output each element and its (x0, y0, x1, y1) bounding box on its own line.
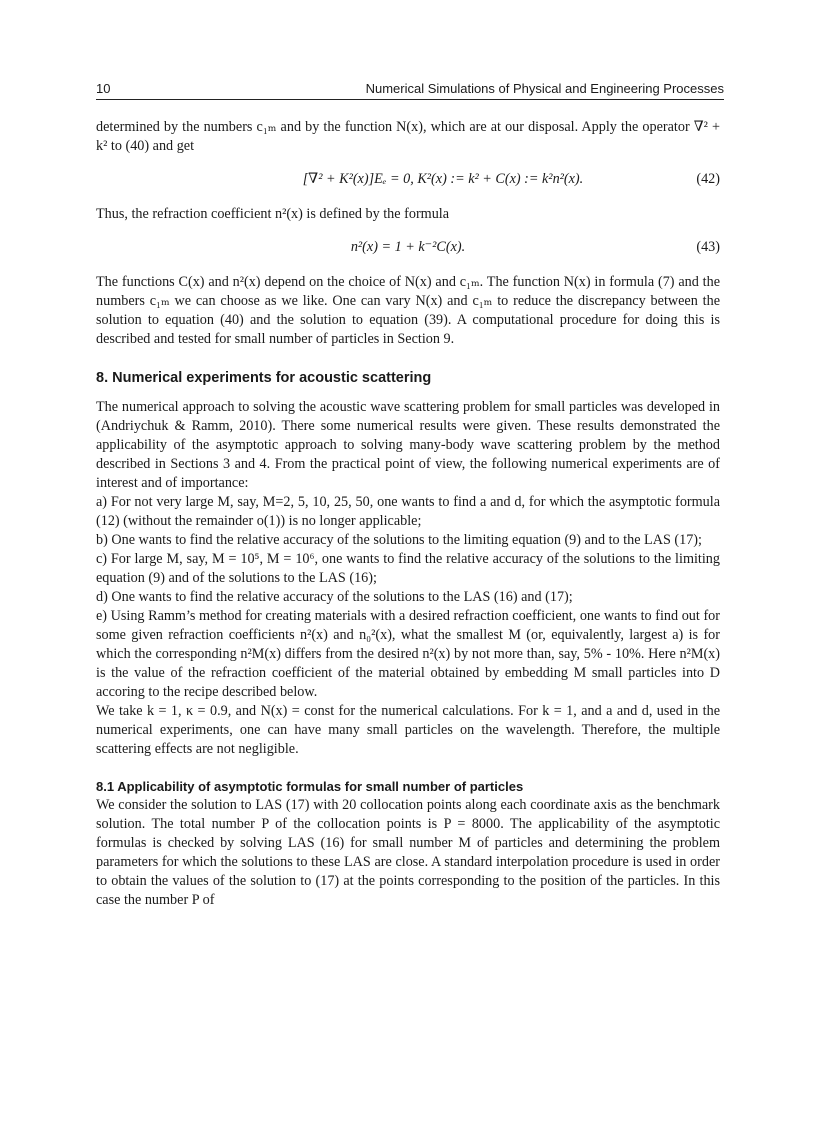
section-8-title: 8. Numerical experiments for acoustic scattering (96, 370, 432, 386)
list-item: e) Using Ramm’s method for creating materials with a desired refraction coefficient, one wants to find out for some given refraction coefficients n²(x) and n₀²(x), what the smallest M (or, equivalently, largest a) is for which the corresponding n²M(x) differs from the desired n²(x) by not more than, say, 5% - 10%. Here n²M(x) is the value of the refraction coefficient of the material obtained by embedding M small particles into D accoring to the recipe described below. (96, 608, 720, 700)
equation-43-tag: (43) (696, 239, 720, 255)
list-item: a) For not very large M, say, M=2, 5, 10, 25, 50, one wants to find a and d, for which the asymptotic formula (12) (without the remainder o(1)) is no longer applicable; (96, 494, 720, 529)
page-number: 10 (96, 81, 111, 96)
paragraph-functions: The functions C(x) and n²(x) depend on the choice of N(x) and c₁ₘ. The function N(x) in formula (7) and the numbers c₁ₘ we can choose as we like. One can vary N(x) and c₁ₘ to reduce the discrepancy between the solution to equation (40) and the solution to equation (39). A computational procedure for doing this is described and tested for small number of particles in Section 9. (96, 274, 720, 347)
list-item: c) For large M, say, M = 10⁵, M = 10⁶, one wants to find the relative accuracy of the solutions to the limiting equation (9) and of the solutions to the LAS (16); (96, 551, 720, 586)
list-item: d) One wants to find the relative accuracy of the solutions to the LAS (16) and (17); (96, 589, 573, 605)
paragraph-parameters: We take k = 1, κ = 0.9, and N(x) = const for the numerical calculations. For k = 1, and a and d, used in the numerical experiments, one can have many small particles on the wavelength. Therefore, the multiple scattering effects are not negligible. (96, 703, 720, 757)
equation-42 (96, 170, 720, 189)
equation-42-math: [∇² + K²(x)]Eₑ = 0, K²(x) := k² + C(x) := k²n²(x). (302, 171, 584, 187)
paragraph-refraction: Thus, the refraction coefficient n²(x) is defined by the formula (96, 206, 450, 222)
running-title: Numerical Simulations of Physical and Engineering Processes (365, 81, 724, 96)
equation-43-math: n²(x) = 1 + k⁻²C(x). (350, 239, 466, 255)
experiment-list (96, 493, 720, 702)
section-8-intro: The numerical approach to solving the acoustic wave scattering problem for small particles was developed in (Andriychuk & Ramm, 2010). There some numerical results were given. These results demonstrated the applicability of the asymptotic approach to solving many-body wave scattering problem by the method described in Sections 3 and 4. From the practical point of view, the following numerical experiments are of interest and of importance: (96, 399, 720, 491)
equation-43 (96, 238, 720, 257)
paragraph-intro: determined by the numbers c₁ₘ and by the function N(x), which are at our disposal. Apply the operator ∇² + k² to (40) and get (96, 119, 720, 154)
list-item: b) One wants to find the relative accuracy of the solutions to the limiting equation (9) and to the LAS (17); (96, 532, 702, 548)
page-body (96, 118, 720, 910)
subsection-8-1-title: 8.1 Applicability of asymptotic formulas for small number of particles (96, 779, 524, 794)
subsection-8-1-text: We consider the solution to LAS (17) with 20 collocation points along each coordinate axis as the benchmark solution. The total number P of the collocation points is P = 8000. The applicability of the asymptotic formulas is checked by solving LAS (16) for small number M of particles and determining the problem parameters for which the solutions to these LAS are close. A standard interpolation procedure is used in order to obtain the values of the solution to (17) at the points corresponding to the position of the particles. In this case the number P of (96, 797, 720, 908)
page-header (96, 81, 724, 100)
equation-42-tag: (42) (696, 171, 720, 187)
